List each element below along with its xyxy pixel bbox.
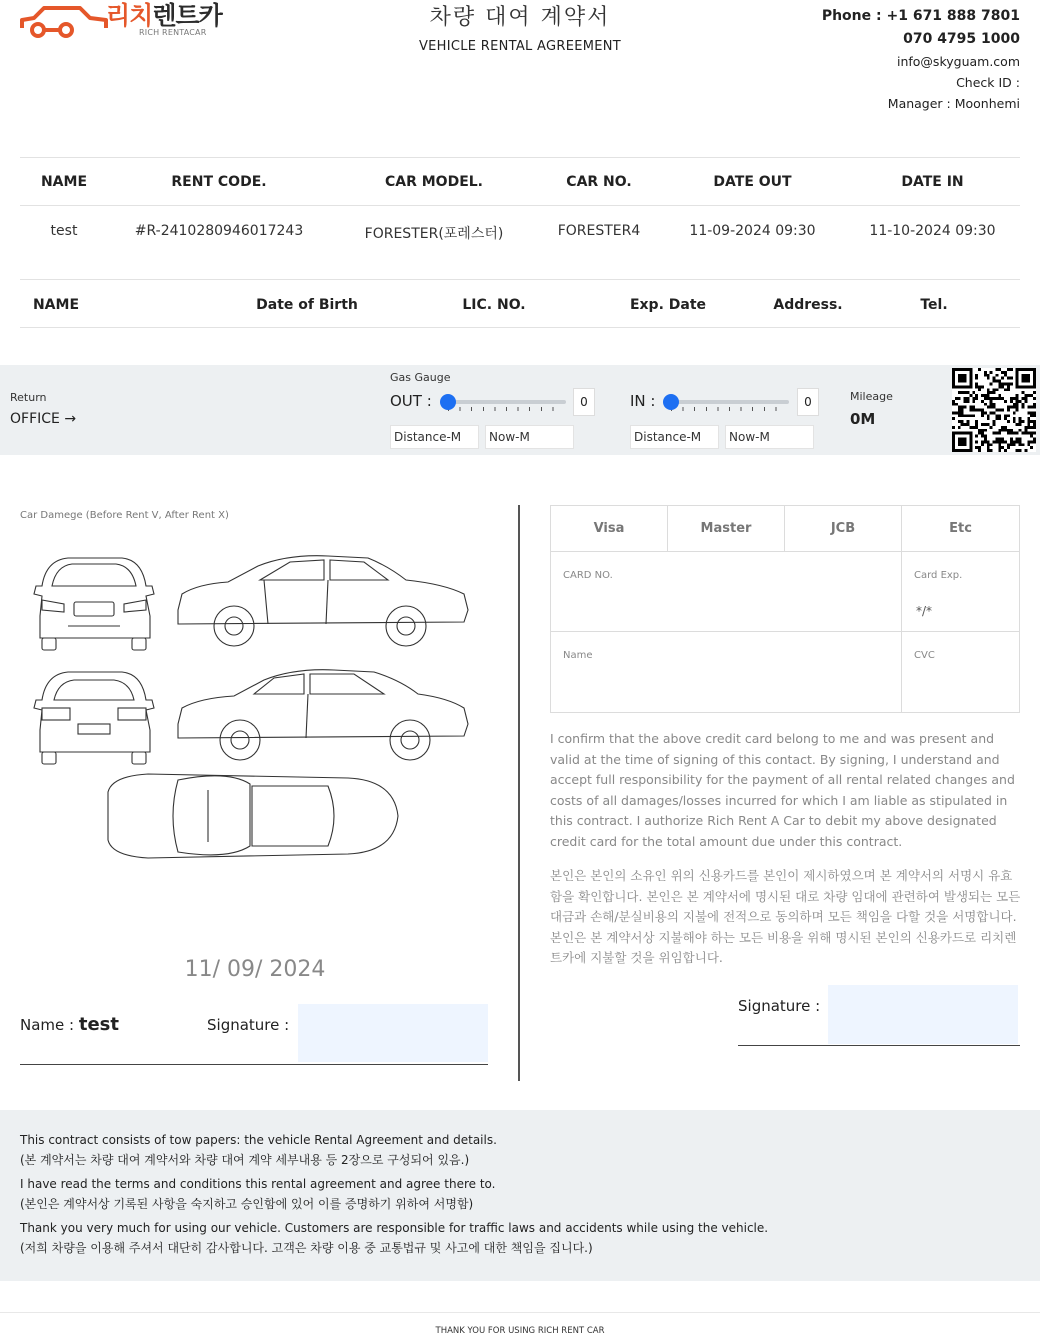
col-header-address: Address. (773, 297, 843, 313)
divider (20, 1064, 488, 1065)
rental-table-header (20, 174, 1020, 190)
card-no-field[interactable]: CARD NO. (551, 552, 902, 632)
footer-line-2: (본 계약서는 차량 대여 계약서와 차량 대여 계약 세부내용 등 2장으로 구성되어 있음.) (20, 1153, 470, 1167)
divider (0, 1312, 1040, 1313)
cell-car-model: FORESTER(포레스터) (364, 226, 504, 242)
col-header-dob: Date of Birth (256, 297, 358, 313)
gas-out-slider-knob[interactable] (440, 394, 456, 410)
gas-in-slider-knob[interactable] (663, 394, 679, 410)
damage-label: Car Damege (Before Rent V, After Rent X) (20, 510, 229, 521)
manager: Manager : Moonhemi (887, 96, 1020, 111)
col-header-tel: Tel. (920, 297, 948, 313)
car-top-view-icon[interactable] (108, 774, 398, 858)
car-rear-view-icon[interactable] (34, 672, 154, 764)
col-header-date-in: DATE IN (901, 174, 964, 190)
arrow-right-icon: → (64, 411, 77, 427)
check-id: Check ID : (956, 75, 1020, 90)
footer-line-5: Thank you very much for using our vehicle. Customers are responsible for traffic laws and accidents while using the vehicle. (20, 1221, 769, 1235)
car-left-side-view-icon[interactable] (178, 556, 468, 646)
thanks-text: THANK YOU FOR USING RICH RENT CAR (435, 1326, 605, 1336)
signature-label-right: Signature : (738, 997, 821, 1015)
col-header-car-model: CAR MODEL. (384, 174, 484, 190)
footer-line-1: This contract consists of tow papers: the vehicle Rental Agreement and details. (20, 1133, 497, 1147)
divider (738, 1045, 1020, 1046)
gas-out-value[interactable]: 0 (573, 388, 595, 416)
mileage-label: Mileage (850, 390, 893, 403)
in-now-field[interactable]: Now-M (725, 425, 814, 449)
footer-line-3: I have read the terms and conditions this rental agreement and agree there to. (20, 1177, 496, 1191)
out-label: OUT : (390, 392, 432, 410)
card-name-field[interactable]: Name (551, 632, 902, 712)
card-table (550, 505, 1020, 713)
card-exp-value: */* (916, 604, 933, 618)
consent-text-en: I confirm that the above credit card belong to me and was present and valid at the time of signing of this contact. By signing, I understand and accept full responsibility for the payment of all rental related changes and costs of all damages/losses incurred for which I am liable as stipulated in this contract. I authorize Rich Rent A Car to debit my above designated credit card for the total amount due under this contract. (550, 731, 1015, 849)
card-type-visa[interactable]: Visa (551, 506, 668, 552)
divider (20, 279, 1020, 280)
card-type-master[interactable]: Master (668, 506, 785, 552)
customer-name: Name : test (20, 1014, 119, 1035)
col-header-lic-no: LIC. NO. (462, 297, 526, 313)
divider (20, 327, 1020, 328)
gas-gauge-label: Gas Gauge (390, 371, 451, 384)
contact-email: info@skyguam.com (896, 54, 1020, 69)
out-distance-field[interactable]: Distance-M (390, 425, 479, 449)
brand-name-ko-2: 렌트카 (152, 1, 222, 30)
car-damage-diagram[interactable] (28, 540, 478, 885)
cell-date-out: 11-09-2024 09:30 (689, 223, 816, 239)
col-header-name: NAME (40, 174, 88, 190)
in-distance-field[interactable]: Distance-M (630, 425, 719, 449)
rental-date: 11/ 09/ 2024 (184, 957, 326, 982)
mileage-value: 0M (850, 410, 876, 428)
return-label: Return (10, 391, 47, 404)
brand-name-en: RICH RENTACAR (139, 28, 207, 37)
return-value: OFFICE → (10, 411, 77, 427)
in-label: IN : (630, 392, 656, 410)
divider (518, 505, 520, 1081)
cell-name: test (50, 223, 78, 239)
footer-line-6: (저희 차량을 이용해 주셔서 대단히 감사합니다. 고객은 차량 이용 중 교통법규 및 사고에 대한 책임을 집니다.) (20, 1241, 593, 1255)
page-title-en: VEHICLE RENTAL AGREEMENT (418, 39, 622, 54)
gas-out-slider[interactable] (440, 392, 566, 412)
contact-block (822, 5, 1020, 114)
cell-rent-code: #R-2410280946017243 (134, 223, 304, 239)
col-header-car-no: CAR NO. (566, 174, 632, 190)
brand-name-ko-1: 리치 (106, 1, 153, 30)
signature-pad-right[interactable] (828, 985, 1018, 1044)
signature-pad-left[interactable] (298, 1004, 488, 1062)
cell-date-in: 11-10-2024 09:30 (869, 223, 996, 239)
cell-car-no: FORESTER4 (557, 223, 641, 239)
card-type-etc[interactable]: Etc (902, 506, 1019, 552)
col-header-driver-name: NAME (32, 297, 80, 313)
signature-label-left: Signature : (207, 1016, 290, 1034)
card-exp-field[interactable]: Card Exp. */* (902, 552, 1019, 632)
card-type-jcb[interactable]: JCB (785, 506, 902, 552)
col-header-rent-code: RENT CODE. (171, 174, 267, 190)
car-front-view-icon[interactable] (34, 558, 154, 650)
gauge-strip (0, 365, 1040, 455)
car-right-side-view-icon[interactable] (178, 670, 468, 760)
contact-phone: Phone : +1 671 888 7801 (821, 8, 1020, 24)
qr-code-icon (952, 368, 1036, 452)
gas-in-value[interactable]: 0 (797, 388, 819, 416)
gas-in-slider[interactable] (663, 392, 789, 412)
footer-line-4: (본인은 계약서상 기록된 사항을 숙지하고 승인함에 있어 이를 증명하기 위하여 서명함) (20, 1197, 474, 1211)
table-row (20, 223, 1020, 243)
page-title-ko: 차량 대여 계약서 (429, 5, 611, 30)
col-header-date-out: DATE OUT (713, 174, 792, 190)
footer-notes (0, 1110, 1040, 1281)
contact-phone-2: 070 4795 1000 (903, 31, 1020, 47)
divider (20, 205, 1020, 206)
consent-text-ko: 본인은 본인의 소유인 위의 신용카드를 본인이 제시하였으며 본 계약서의 서명시 유효함을 확인합니다. 본인은 본 계약서에 명시된 대로 차량 임대에 관련하여 발생되는 모든 대금과 손해/분실비용의 지불에 전적으로 동의하며 모든 책임을 다할 것을 서명합니다. 본인은 본 계약서상 지불해야 하는 모든 비용을 위해 명시된 본인의 신용카드로 리치렌트카에 지불할 것을 위임합니다. (550, 868, 1021, 965)
card-cvc-field[interactable]: CVC (914, 650, 935, 661)
col-header-exp-date: Exp. Date (629, 297, 707, 313)
driver-table-header-2 (420, 297, 1020, 313)
out-now-field[interactable]: Now-M (485, 425, 574, 449)
divider (20, 157, 1020, 158)
